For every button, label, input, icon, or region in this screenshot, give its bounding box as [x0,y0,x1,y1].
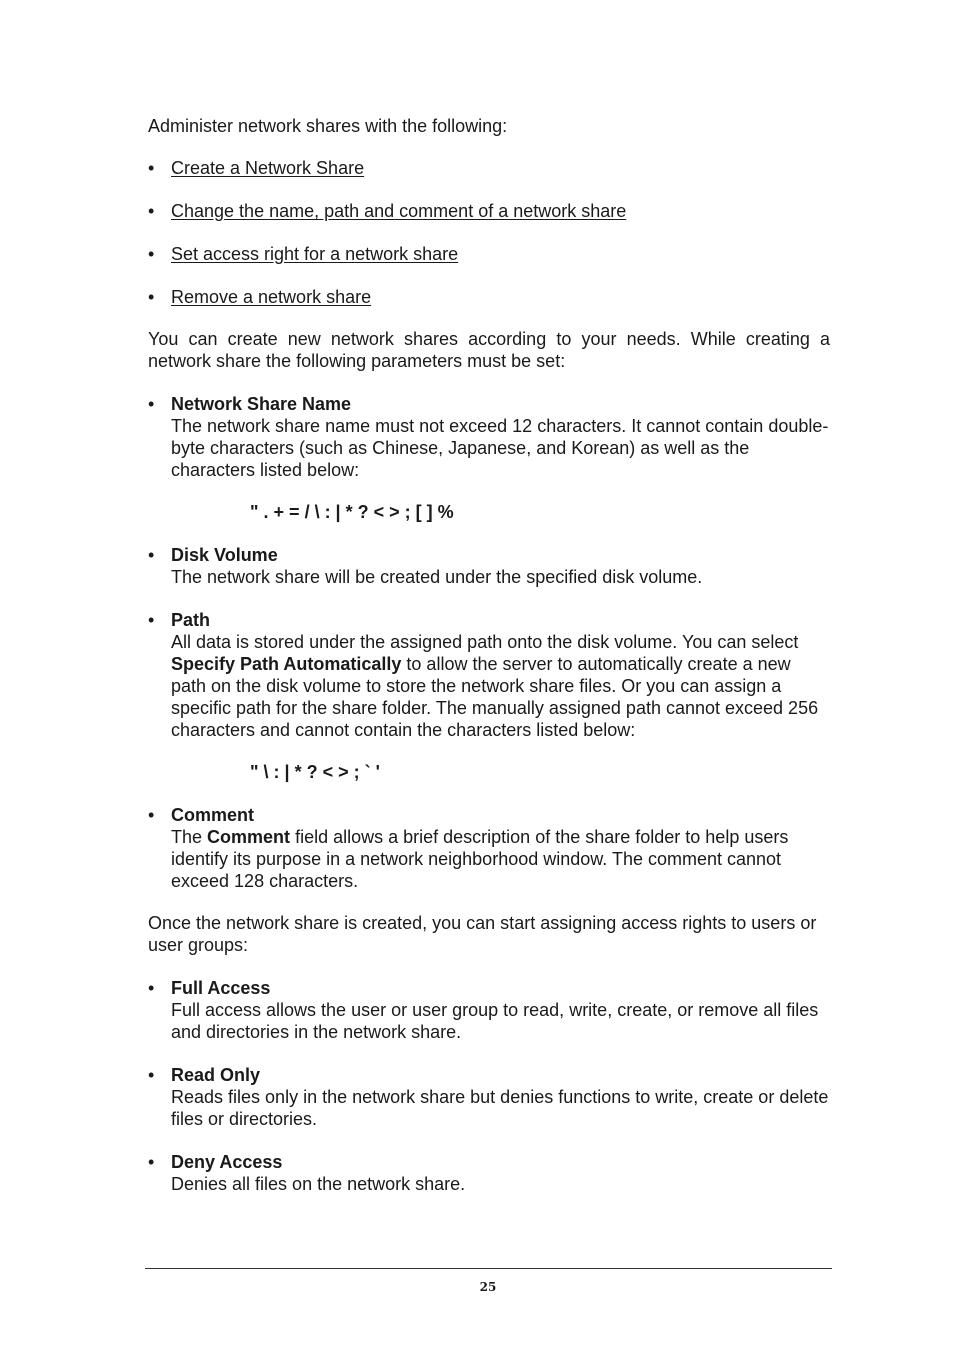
list-item [148,157,830,179]
change-share-link[interactable]: Change the name, path and comment of a network share [171,201,627,221]
param-title: Comment [171,805,255,825]
param-title: Network Share Name [171,394,352,414]
footer-divider [145,1268,832,1269]
body-text: All data is stored under the assigned path onto the disk volume. You can select [171,632,799,652]
page-number: 25 [479,1280,497,1294]
param-body [171,631,830,741]
param-title: Disk Volume [171,545,278,565]
access-rights-list [148,977,830,1195]
forbidden-characters: " \ : | * ? < > ; ` ' [250,762,380,782]
param-title: Path [171,610,211,630]
access-title: Read Only [171,1065,261,1085]
create-paragraph: You can create new network shares according to your needs. While creating a network share the following parameters must be set: [148,329,830,371]
body-text: field allows a brief description of the share folder to help users identify its purpose in a network neighborhood window. The comment cannot exceed 128 characters. [171,827,789,891]
list-item [148,243,830,265]
access-read-only [148,1064,830,1130]
access-title: Deny Access [171,1152,283,1172]
remove-share-link[interactable]: Remove a network share [171,287,372,307]
bullet-icon: • [148,805,155,825]
param-body [171,826,830,892]
access-body: Reads files only in the network share but denies functions to write, create or delete files or directories. [171,1087,829,1129]
bullet-icon: • [148,1065,155,1085]
create-share-link[interactable]: Create a Network Share [171,158,365,178]
access-paragraph: Once the network share is created, you can start assigning access rights to users or user groups: [148,913,817,955]
param-comment [148,804,830,892]
body-text: The [171,827,203,847]
bullet-icon: • [148,158,155,178]
document-page [148,115,830,1215]
list-item [148,200,830,222]
access-deny [148,1151,830,1195]
forbidden-characters: " . + = / \ : | * ? < > ; [ ] % [250,502,454,522]
param-body: The network share will be created under the specified disk volume. [171,567,703,587]
bullet-icon: • [148,394,155,414]
bullet-icon: • [148,287,155,307]
param-path [148,609,830,783]
bullet-icon: • [148,545,155,565]
access-body: Denies all files on the network share. [171,1174,466,1194]
parameters-list [148,393,830,892]
param-disk-volume [148,544,830,588]
param-body: The network share name must not exceed 12 characters. It cannot contain double-byte characters (such as Chinese, Japanese, and Korean) as well as the characters listed below: [171,416,829,480]
comment-field-name: Comment [207,827,291,847]
intro-text: Administer network shares with the following: [148,116,508,136]
body-text: to allow the server to automatically create a new path on the disk volume to store the network share files. Or you can assign a specific path for the share folder. The manually assigned path cannot exceed 256 characters and cannot contain the characters listed below: [171,654,819,740]
bullet-icon: • [148,201,155,221]
specify-path-automatically: Specify Path Automatically [171,654,402,674]
share-actions-list [148,157,830,308]
bullet-icon: • [148,1152,155,1172]
set-access-link[interactable]: Set access right for a network share [171,244,459,264]
access-title: Full Access [171,978,271,998]
access-body: Full access allows the user or user group to read, write, create, or remove all files and directories in the network share. [171,1000,819,1042]
param-network-share-name [148,393,830,523]
bullet-icon: • [148,244,155,264]
list-item [148,286,830,308]
bullet-icon: • [148,978,155,998]
bullet-icon: • [148,610,155,630]
access-full [148,977,830,1043]
